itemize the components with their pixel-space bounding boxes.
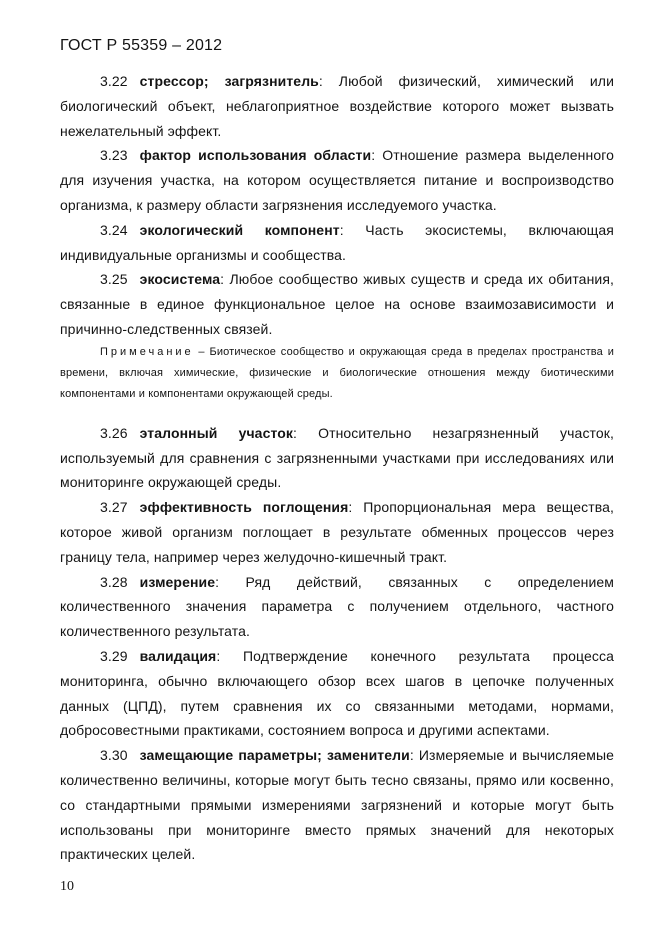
definition-text: : Отношение размера выделенного для изучения участка, на котором осуществляется питание и воспроизводство организма, к размеру области загрязнения исследуемого участка. [60, 147, 614, 213]
definition-text: : Ряд действий, связанных с определением количественного значения параметра с получением отдельного, частного количественного результата. [60, 573, 614, 640]
term: валидация [139, 647, 217, 664]
entry-number: 3.27 [100, 499, 128, 516]
note-text: – Биотическое сообщество и окружающая среда в пределах пространства и времени, включая химические, физические и биологические отношения между биотическими компонентами и компонентами окружающей среды. [60, 345, 614, 400]
term: замещающие параметры; заменители [139, 747, 410, 764]
definition-text: : Часть экосистемы, включающая индивидуальные организмы и сообщества. [60, 221, 614, 263]
document-body [60, 69, 614, 867]
definition-3-29 [60, 644, 614, 743]
definition-text: : Любой физический, химический или биологический объект, неблагоприятное воздействие которого может вызвать нежелательный эффект. [60, 73, 614, 139]
term: измерение [139, 573, 216, 590]
note-paragraph [60, 342, 614, 405]
term: фактор использования области [139, 147, 372, 164]
document-header: ГОСТ Р 55359 – 2012 [60, 37, 223, 54]
entry-number: 3.22 [100, 73, 128, 89]
note-label: Примечание [100, 345, 194, 358]
entry-number: 3.30 [100, 747, 128, 764]
entry-number: 3.26 [100, 424, 128, 441]
definition-text: : Измеряемые и вычисляемые количественно величины, которые могут быть тесно связаны, прямо или косвенно, со стандартными прямыми измерениями загрязнений и которые могут быть использованы при мониторинге вместо прямых значений для некоторых практических целей. [60, 747, 614, 863]
entry-number: 3.25 [100, 271, 128, 288]
definition-3-27 [60, 495, 614, 569]
entry-number: 3.29 [100, 647, 128, 664]
definition-3-25 [60, 267, 614, 341]
term: экосистема [139, 271, 221, 288]
definition-text: : Подтверждение конечного результата процесса мониторинга, обычно включающего обзор всех шагов в цепочке полученных данных (ЦПД), путем сравнения их со связанными методами, нормами, добросовестными практиками, состоянием вопроса и другими аспектами. [60, 647, 614, 739]
definition-3-23 [60, 143, 614, 217]
entry-number: 3.24 [100, 221, 128, 238]
definition-3-30 [60, 743, 614, 867]
term: стрессор; загрязнитель [139, 73, 319, 89]
entry-number: 3.28 [100, 573, 128, 590]
definition-3-28 [60, 570, 614, 644]
definition-3-26 [60, 421, 614, 495]
definition-3-22 [60, 69, 614, 143]
term: экологический компонент [139, 221, 340, 238]
definition-text: : Относительно незагрязненный участок, используемый для сравнения с загрязненными участками при исследованиях или мониторинге окружающей среды. [60, 424, 614, 491]
page-number: 10 [60, 879, 74, 894]
term: эффективность поглощения [139, 499, 349, 516]
definition-3-24 [60, 218, 614, 268]
term: эталонный участок [139, 424, 293, 441]
definition-text: : Любое сообщество живых существ и среда их обитания, связанные в единое функциональное целое на основе взаимозависимости и причинно-следственных связей. [60, 271, 614, 337]
entry-number: 3.23 [100, 147, 128, 164]
definition-text: : Пропорциональная мера вещества, которое живой организм поглощает в результате обменных процессов через границу тела, например через желудочно-кишечный тракт. [60, 499, 614, 565]
